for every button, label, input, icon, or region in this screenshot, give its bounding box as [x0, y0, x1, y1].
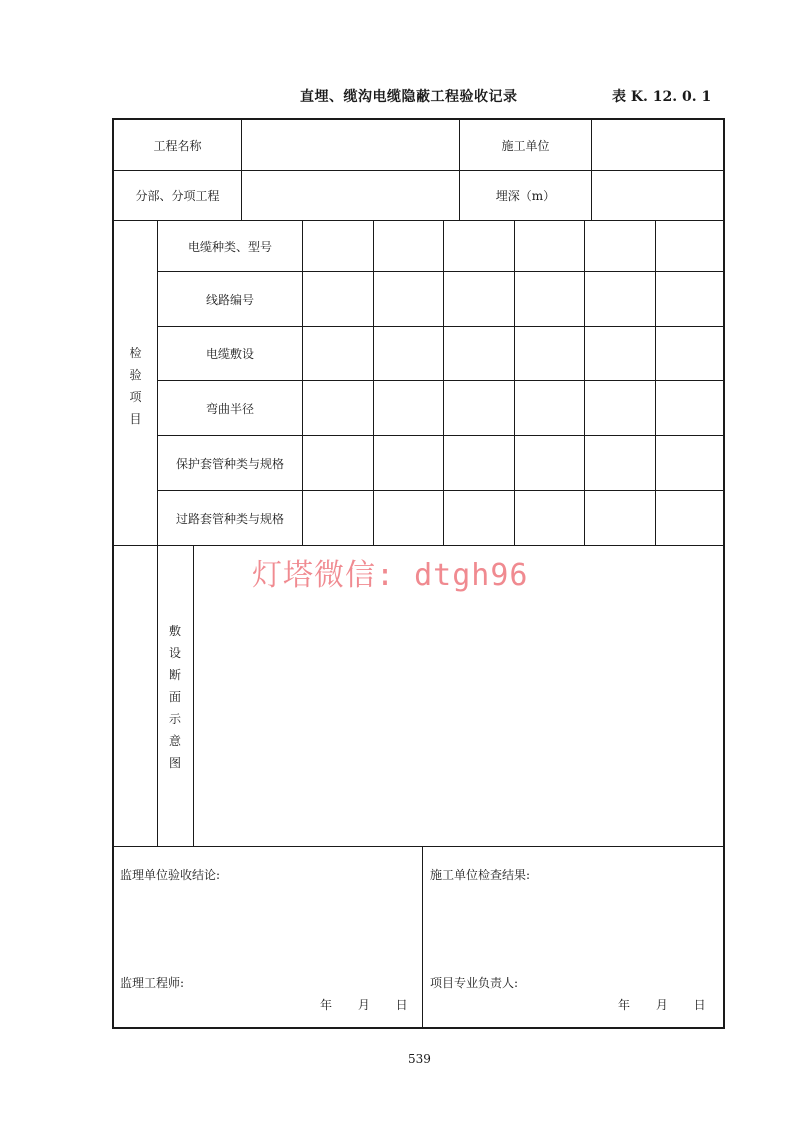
- depth-label: 埋深（m）: [495, 189, 556, 203]
- watermark-text: 灯塔微信: dtgh96: [252, 558, 529, 593]
- inspection-item-label: 保护套管种类与规格: [175, 456, 284, 471]
- inspection-item-label: 过路套管种类与规格: [175, 511, 284, 526]
- subdivision-label: 分部、分项工程: [135, 189, 220, 203]
- inspection-group-label: 检 验 项 目: [129, 346, 142, 426]
- contractor-person-label: 项目专业负责人:: [430, 976, 519, 990]
- supervisor-date: 年 月 日: [320, 998, 408, 1012]
- inspection-item-label: 电缆敷设: [205, 347, 254, 361]
- project-name-label: 工程名称: [153, 138, 202, 153]
- section-diagram-label: 敷 设 断 面 示 意 图: [168, 624, 181, 770]
- project-name-value[interactable]: [242, 120, 459, 170]
- inspection-item-label: 线路编号: [205, 292, 254, 307]
- supervisor-conclusion-label: 监理单位验收结论:: [120, 868, 221, 882]
- contractor-label: 施工单位: [501, 138, 550, 153]
- subdivision-value[interactable]: [242, 171, 459, 220]
- page-number: 539: [408, 1052, 431, 1066]
- inspection-item-label: 电缆种类、型号: [187, 239, 272, 254]
- inspection-item-label: 弯曲半径: [205, 401, 254, 416]
- form-code: 表 K. 12. 0. 1: [612, 89, 712, 105]
- form-title: 直埋、缆沟电缆隐蔽工程验收记录: [300, 89, 518, 105]
- contractor-value[interactable]: [592, 120, 723, 170]
- contractor-result-label: 施工单位检查结果:: [430, 868, 531, 882]
- supervisor-engineer-label: 监理工程师:: [120, 976, 185, 990]
- depth-value[interactable]: [592, 171, 723, 220]
- contractor-date: 年 月 日: [618, 998, 706, 1012]
